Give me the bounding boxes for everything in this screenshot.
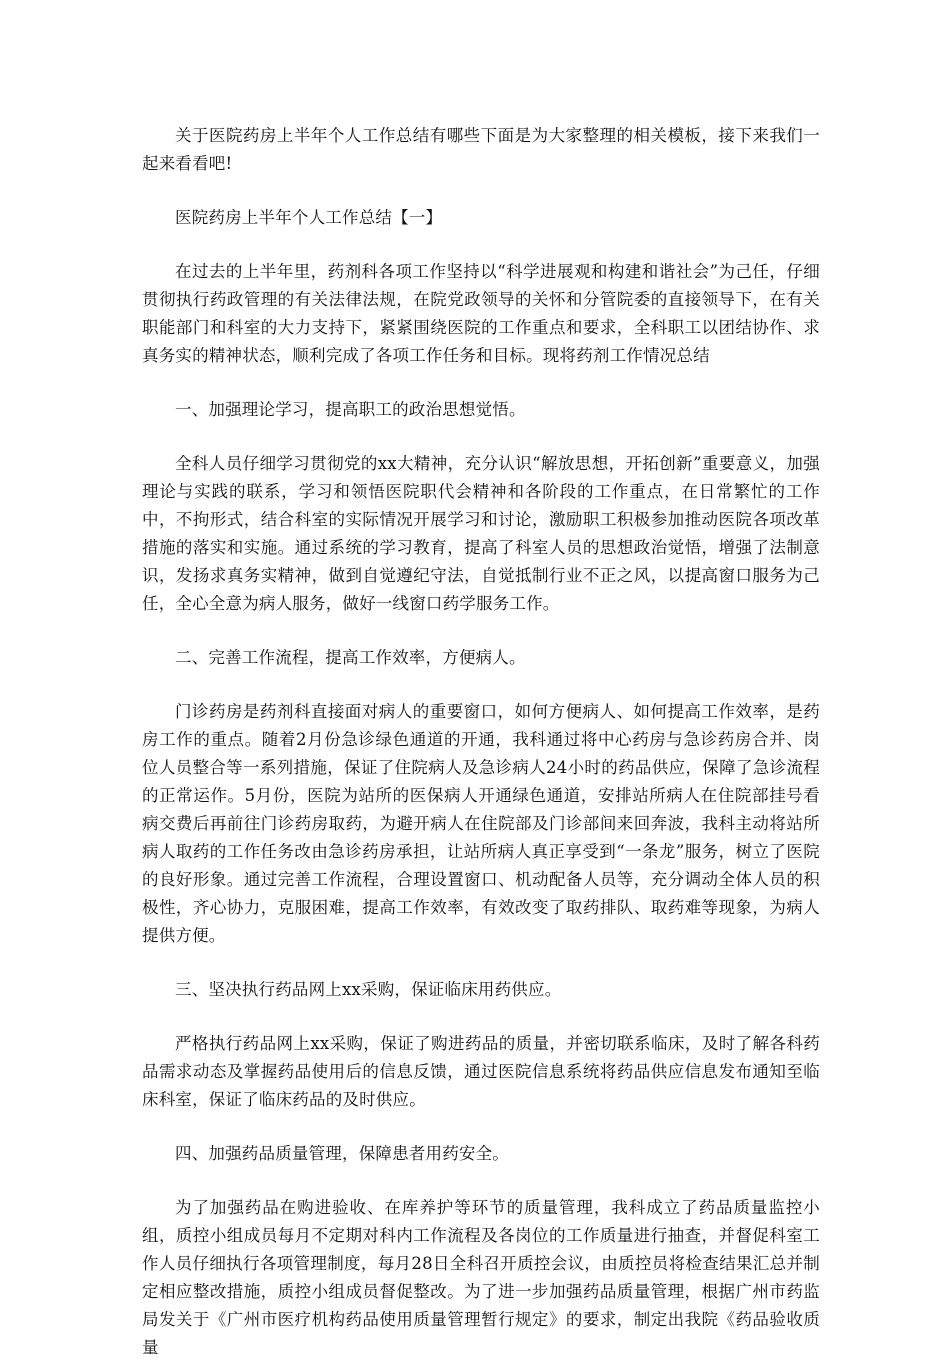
section-body-3: 严格执行药品网上xx采购，保证了购进药品的质量，并密切联系临床，及时了解各科药品需求动态及掌握药品使用后的信息反馈，通过医院信息系统将药品供应信息发布通知至临床科室，保证了临床药品的及时供应。 (142, 1034, 820, 1109)
document-title: 医院药房上半年个人工作总结【一】 (175, 208, 443, 227)
intro-paragraph: 关于医院药房上半年个人工作总结有哪些下面是为大家整理的相关模板，接下来我们一起来看看吧! (142, 126, 820, 173)
section-body-1: 全科人员仔细学习贯彻党的xx大精神，充分认识“解放思想，开拓创新”重要意义，加强理论与实践的联系，学习和领悟医院职代会精神和各阶段的工作重点，在日常繁忙的工作中，不拘形式，结合科室的实际情况开展学习和讨论，激励职工积极参加推动医院各项改革措施的落实和实施。通过系统的学习教育，提高了科室人员的思想政治觉悟，增强了法制意识，发扬求真务实精神，做到自觉遵纪守法，自觉抵制行业不正之风，以提高窗口服务为己任，全心全意为病人服务，做好一线窗口药学服务工作。 (142, 454, 820, 613)
section-body-4: 为了加强药品在购进验收、在库养护等环节的质量管理，我科成立了药品质量监控小组，质控小组成员每月不定期对科内工作流程及各岗位的工作质量进行抽查，并督促科室工作人员仔细执行各项管理制度，每月28日全科召开质控会议，由质控员将检查结果汇总并制定相应整改措施，质控小组成员督促整改。为了进一步加强药品质量管理，根据广州市药监局发关于《广州市医疗机构药品使用质量管理暂行规定》的要求，制定出我院《药品验收质量 (142, 1198, 820, 1357)
section-body-2: 门诊药房是药剂科直接面对病人的重要窗口，如何方便病人、如何提高工作效率，是药房工作的重点。随着2月份急诊绿色通道的开通，我科通过将中心药房与急诊药房合并、岗位人员整合等一系列措施，保证了住院病人及急诊病人24小时的药品供应，保障了急诊流程的正常运作。5月份，医院为站所的医保病人开通绿色通道，安排站所病人在住院部挂号看病交费后再前往门诊药房取药，为避开病人在住院部及门诊部间来回奔波，我科主动将站所病人取药的工作任务改由急诊药房承担，让站所病人真正享受到“一条龙”服务，树立了医院的良好形象。通过完善工作流程，合理设置窗口、机动配备人员等，充分调动全体人员的积极性，齐心协力，克服困难，提高工作效率，有效改变了取药排队、取药难等现象，为病人提供方便。 (142, 702, 820, 945)
section-heading-1: 一、加强理论学习，提高职工的政治思想觉悟。 (175, 400, 526, 419)
overview-paragraph: 在过去的上半年里，药剂科各项工作坚持以“科学进展观和构建和谐社会”为己任，仔细贯彻执行药政管理的有关法律法规，在院党政领导的关怀和分管院委的直接领导下，在有关职能部门和科室的大力支持下，紧紧围绕医院的工作重点和要求，全科职工以团结协作、求真务实的精神状态，顺利完成了各项工作任务和目标。现将药剂工作情况总结 (142, 262, 820, 365)
section-heading-4: 四、加强药品质量管理，保障患者用药安全。 (175, 1144, 509, 1163)
section-heading-2: 二、完善工作流程，提高工作效率，方便病人。 (175, 648, 526, 667)
section-heading-3: 三、坚决执行药品网上xx采购，保证临床用药供应。 (175, 980, 562, 999)
document-body (142, 122, 820, 1362)
